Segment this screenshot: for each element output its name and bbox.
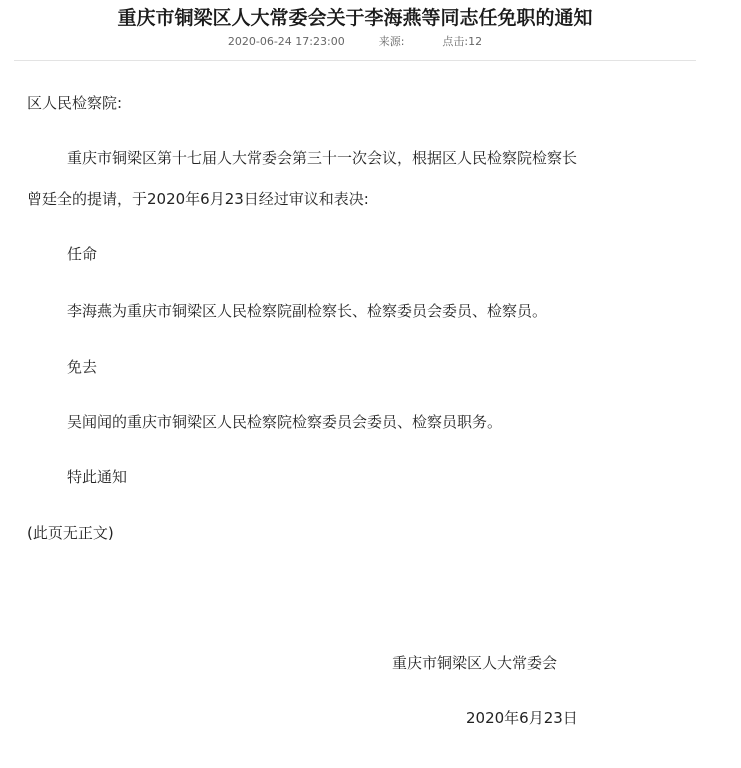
addressee: 区人民检察院:: [27, 94, 123, 112]
signer: 重庆市铜梁区人大常委会: [392, 654, 558, 672]
source-label: 来源:: [378, 35, 405, 48]
appoint-heading: 任命: [67, 245, 98, 263]
sign-date: 2020年6月23日: [466, 709, 578, 727]
appoint-detail: 李海燕为重庆市铜梁区人民检察院副检察长、检察委员会委员、检察员。: [67, 302, 548, 320]
click-count: 点击:12: [442, 35, 483, 48]
body-paragraph-line-1: 重庆市铜梁区第十七届人大常委会第三十一次会议，根据区人民检察院检察长: [67, 149, 578, 167]
header-divider: [14, 60, 696, 61]
no-body-note: (此页无正文): [27, 524, 114, 542]
closing-line: 特此通知: [67, 468, 128, 486]
article-title: 重庆市铜梁区人大常委会关于李海燕等同志任免职的通知: [117, 7, 593, 29]
article-meta: [0, 35, 710, 49]
publish-date: 2020-06-24 17:23:00: [227, 35, 345, 48]
dismiss-heading: 免去: [67, 358, 98, 376]
dismiss-detail: 吴闻闻的重庆市铜梁区人民检察院检察委员会委员、检察员职务。: [67, 413, 503, 431]
body-paragraph-line-2: 曾廷全的提请，于2020年6月23日经过审议和表决:: [27, 190, 369, 208]
